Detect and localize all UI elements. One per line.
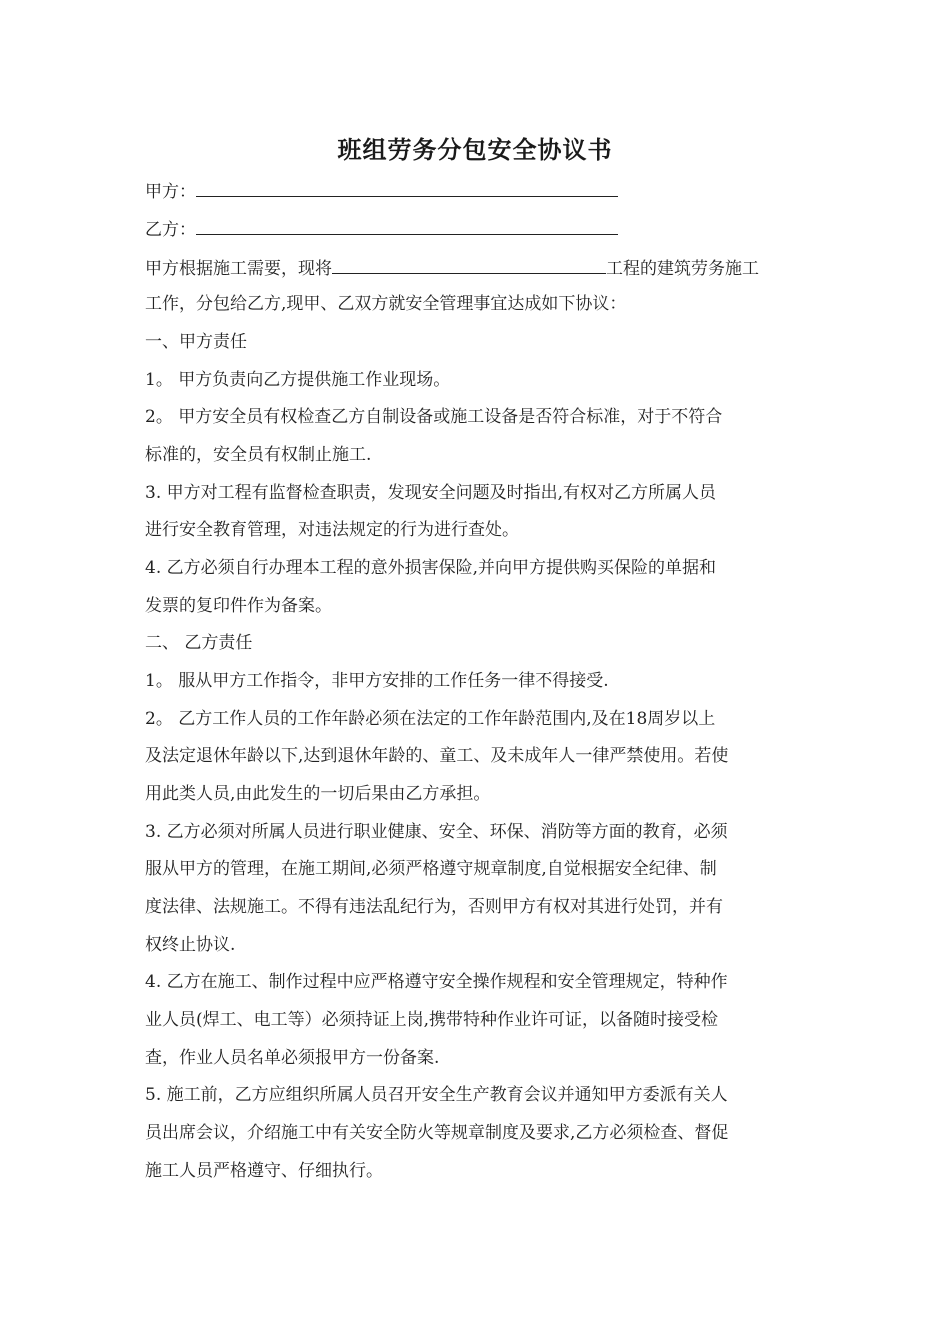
section-2-heading: 二、 乙方责任 — [145, 633, 253, 653]
s2-item-3-line-3: 度法律、法规施工。不得有违法乱纪行为，否则甲方有权对其进行处罚，并有 — [145, 897, 723, 917]
s2-item-2-line-2: 及法定退休年龄以下,达到退休年龄的、童工、及未成年人一律严禁使用。若使 — [145, 746, 729, 766]
s1-item-4-line-1: 4. 乙方必须自行办理本工程的意外损害保险,并向甲方提供购买保险的单据和 — [145, 558, 717, 578]
s2-item-4-line-2: 业人员(焊工、电工等）必须持证上岗,携带特种作业许可证，以备随时接受检 — [145, 1010, 719, 1030]
intro-line-2: 工作，分包给乙方,现甲、乙双方就安全管理事宜达成如下协议： — [145, 294, 627, 314]
s2-item-2-line-1: 2。 乙方工作人员的工作年龄必须在法定的工作年龄范围内,及在18周岁以上 — [145, 709, 716, 729]
s1-item-4-line-2: 发票的复印件作为备案。 — [145, 596, 332, 616]
s2-item-5-line-2: 员出席会议，介绍施工中有关安全防火等规章制度及要求,乙方必须检查、督促 — [145, 1123, 729, 1143]
party-a-label: 甲方： — [145, 182, 196, 202]
s2-item-4-line-1: 4. 乙方在施工、制作过程中应严格遵守安全操作规程和安全管理规定，特种作 — [145, 972, 728, 992]
s2-item-3-line-4: 权终止协议. — [145, 935, 236, 955]
s1-item-3-line-1: 3. 甲方对工程有监督检查职责，发现安全问题及时指出,有权对乙方所属人员 — [145, 483, 717, 503]
intro-line-1 — [145, 255, 815, 281]
s2-item-1: 1。 服从甲方工作指令，非甲方安排的工作任务一律不得接受. — [145, 671, 609, 691]
s1-item-2-line-1: 2。 甲方安全员有权检查乙方自制设备或施工设备是否符合标准，对于不符合 — [145, 407, 723, 427]
party-b-blank-line — [196, 216, 618, 235]
document-title: 班组劳务分包安全协议书 — [337, 136, 613, 164]
s1-item-2-line-2: 标准的，安全员有权制止施工. — [145, 445, 372, 465]
s2-item-4-line-3: 查，作业人员名单必须报甲方一份备案. — [145, 1048, 440, 1068]
project-name-blank-line — [332, 255, 606, 274]
party-a-blank-line — [196, 178, 618, 197]
party-b-label: 乙方： — [145, 220, 196, 240]
party-a-row — [145, 178, 815, 204]
party-b-row — [145, 216, 815, 242]
intro-suffix: 工程的建筑劳务施工 — [606, 259, 759, 279]
section-1-heading: 一、甲方责任 — [145, 332, 247, 352]
intro-prefix: 甲方根据施工需要，现将 — [145, 259, 332, 279]
s2-item-5-line-1: 5. 施工前，乙方应组织所属人员召开安全生产教育会议并通知甲方委派有关人 — [145, 1085, 728, 1105]
s2-item-3-line-1: 3. 乙方必须对所属人员进行职业健康、安全、环保、消防等方面的教育，必须 — [145, 822, 728, 842]
s2-item-5-line-3: 施工人员严格遵守、仔细执行。 — [145, 1161, 383, 1181]
s2-item-2-line-3: 用此类人员,由此发生的一切后果由乙方承担。 — [145, 784, 491, 804]
s1-item-1: 1。 甲方负责向乙方提供施工作业现场。 — [145, 370, 451, 390]
s1-item-3-line-2: 进行安全教育管理，对违法规定的行为进行查处。 — [145, 520, 519, 540]
s2-item-3-line-2: 服从甲方的管理，在施工期间,必须严格遵守规章制度,自觉根据安全纪律、制 — [145, 859, 717, 879]
